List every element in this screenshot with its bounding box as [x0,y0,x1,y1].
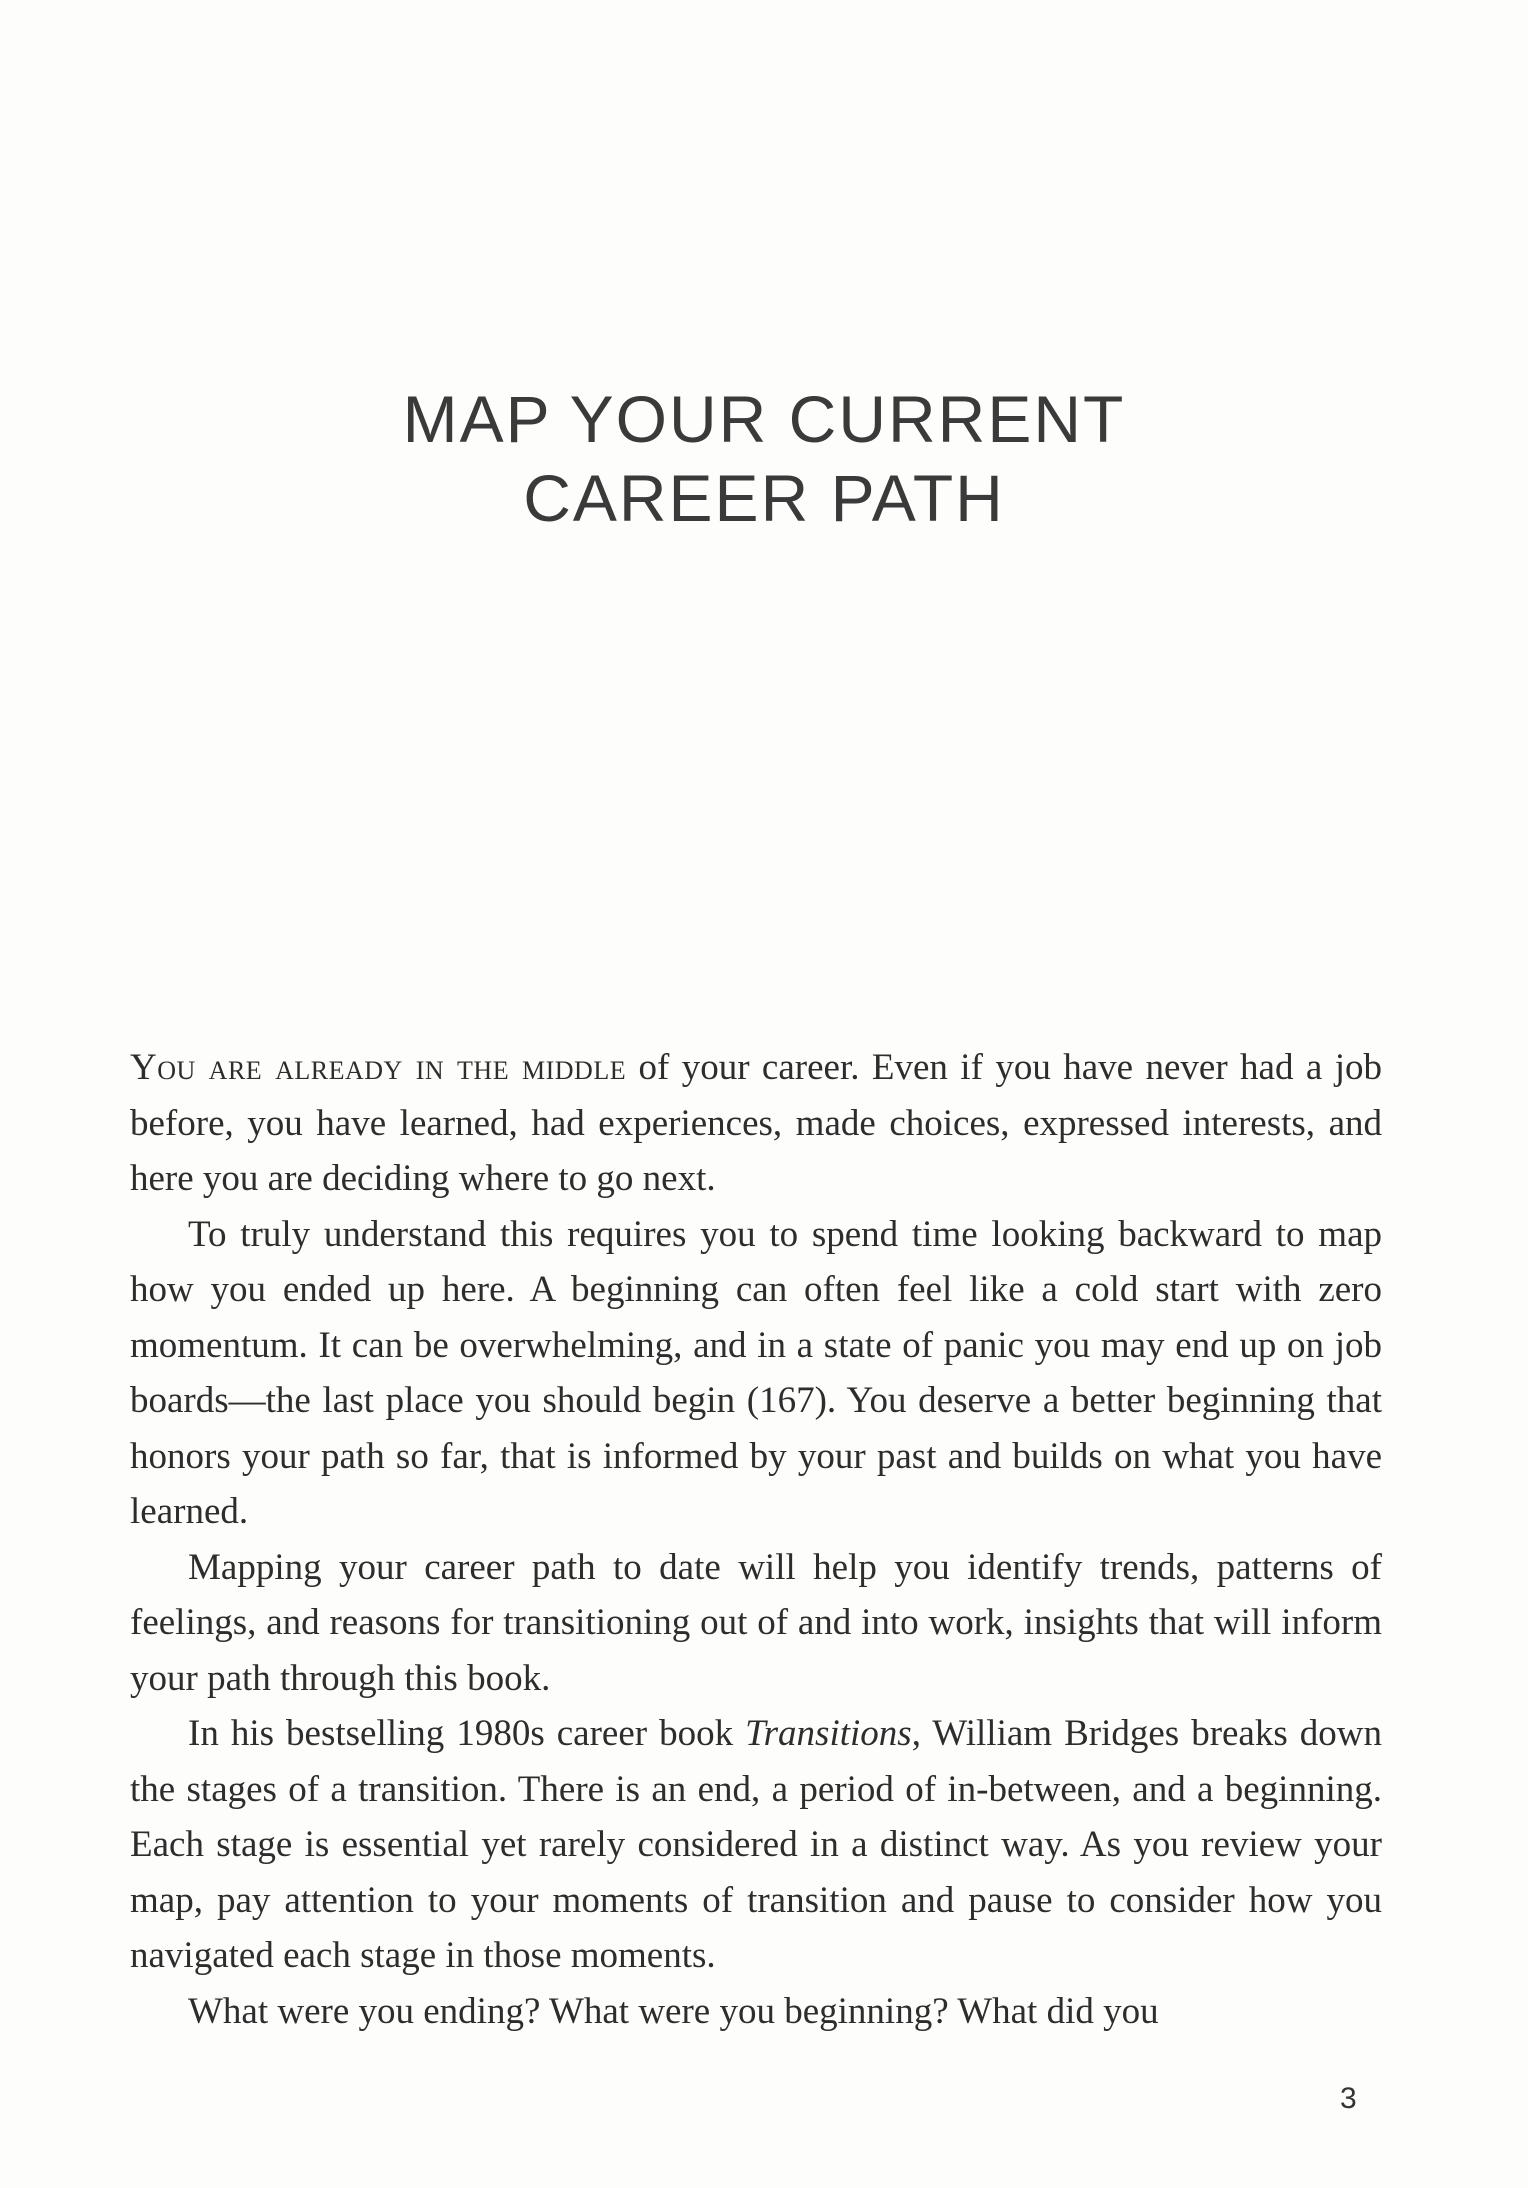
paragraph-5: What were you ending? What were you beginning? What did you [188,1990,1159,2032]
paragraph-1 [130,1040,1382,1207]
paragraph-1-text: of your career. Even if you have never had a job before, you have learned, had experiences, made choices, expressed interests, and here you are deciding where to go next. [130,1047,1382,1199]
chapter-title [0,380,1528,538]
paragraph-4-text-before: In his bestselling 1980s career book [188,1713,746,1754]
book-title-italic: Transitions [745,1713,912,1754]
paragraph-4-text-after: , William Bridges breaks down the stages of a transition. There is an end, a period of in-between, and a beginning. Each stage is essential yet rarely considered in a distinct way. As you review your map, pay attention to your moments of transition and pause to consider how you navigated each stage in those moments. [130,1713,1382,1976]
paragraph-1-lead-in: You are already in the middle [130,1047,627,1088]
chapter-title-line-1: MAP YOUR CURRENT [402,382,1126,456]
paragraph-4 [130,1706,1382,1984]
page-number: 3 [1340,2082,1357,2115]
chapter-title-line-2: CAREER PATH [523,461,1005,536]
paragraph-3: Mapping your career path to date will help you identify trends, patterns of feelings, and reasons for transitioning out of and into work, insights that will inform your path through this book. [130,1546,1382,1699]
paragraph-2: To truly understand this requires you to spend time looking backward to map how you ended up here. A beginning can often feel like a cold start with zero momentum. It can be overwhelming, and in a state of panic you may end up on job boards—the last place you should begin (167). You deserve a better beginning that honors your path so far, that is informed by your past and builds on what you have learned. [130,1213,1382,1532]
body-text [130,1040,1382,2039]
